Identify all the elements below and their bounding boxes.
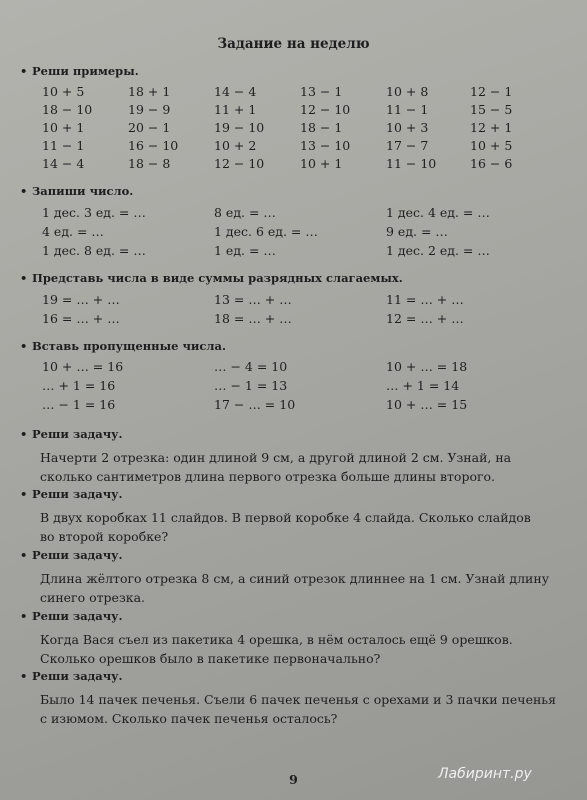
exercise-item: 1 дес. 6 ед. = … bbox=[214, 224, 318, 239]
task-line: Было 14 пачек печенья. Съели 6 пачек печенья с орехами и 3 пачки печенья bbox=[40, 692, 556, 707]
task-text bbox=[40, 690, 560, 728]
section-heading-examples: • Реши примеры. bbox=[20, 64, 139, 78]
exercise-item: 1 дес. 2 ед. = … bbox=[386, 243, 490, 258]
example-item: 17 − 7 bbox=[386, 138, 429, 153]
example-item: 11 − 1 bbox=[42, 138, 85, 153]
example-item: 12 + 1 bbox=[470, 120, 513, 135]
example-item: 10 + 5 bbox=[470, 138, 513, 153]
example-item: 20 − 1 bbox=[128, 120, 171, 135]
example-item: 10 + 2 bbox=[214, 138, 257, 153]
example-item: 10 + 1 bbox=[300, 156, 343, 171]
example-item: 10 + 5 bbox=[42, 84, 85, 99]
section-heading-write-number: • Запиши число. bbox=[20, 184, 134, 198]
example-item: 18 + 1 bbox=[128, 84, 171, 99]
page-number: 9 bbox=[289, 772, 298, 787]
task-line: синего отрезка. bbox=[40, 590, 146, 605]
example-item: 10 + 1 bbox=[42, 120, 85, 135]
example-item: 19 − 9 bbox=[128, 102, 171, 117]
example-item: 15 − 5 bbox=[470, 102, 513, 117]
exercise-item: … − 1 = 16 bbox=[42, 397, 116, 412]
exercise-item: 17 − … = 10 bbox=[214, 397, 296, 412]
task-line: во второй коробке? bbox=[40, 529, 169, 544]
example-item: 11 + 1 bbox=[214, 102, 257, 117]
example-item: 18 − 8 bbox=[128, 156, 171, 171]
example-item: 10 + 3 bbox=[386, 120, 429, 135]
task-line: Начерти 2 отрезка: один длиной 9 см, а другой длиной 2 см. Узнай, на bbox=[40, 450, 512, 465]
exercise-item: 10 + … = 18 bbox=[386, 359, 468, 374]
exercise-item: 1 дес. 4 ед. = … bbox=[386, 205, 490, 220]
example-item: 12 − 10 bbox=[300, 102, 351, 117]
exercise-item: 8 ед. = … bbox=[214, 205, 276, 220]
place-value-row bbox=[0, 311, 587, 329]
missing-numbers-row bbox=[0, 397, 587, 415]
task-line: с изюмом. Сколько пачек печенья осталось? bbox=[40, 711, 338, 726]
missing-numbers-row bbox=[0, 359, 587, 377]
exercise-item: 1 дес. 8 ед. = … bbox=[42, 243, 146, 258]
write-number-row bbox=[0, 224, 587, 242]
example-item: 13 − 10 bbox=[300, 138, 351, 153]
example-item: 14 − 4 bbox=[214, 84, 257, 99]
task-heading: • Реши задачу. bbox=[20, 427, 123, 441]
task-heading: • Реши задачу. bbox=[20, 669, 123, 683]
exercise-item: 19 = … + … bbox=[42, 292, 120, 307]
example-item: 12 − 1 bbox=[470, 84, 513, 99]
task-text bbox=[40, 448, 560, 486]
page-title: Задание на неделю bbox=[217, 36, 370, 52]
write-number-row bbox=[0, 205, 587, 223]
exercise-item: 18 = … + … bbox=[214, 311, 292, 326]
exercise-item: … + 1 = 16 bbox=[42, 378, 116, 393]
task-line: Длина жёлтого отрезка 8 см, а синий отрезок длиннее на 1 см. Узнай длину bbox=[40, 571, 550, 586]
exercise-item: 1 дес. 3 ед. = … bbox=[42, 205, 146, 220]
example-item: 12 − 10 bbox=[214, 156, 265, 171]
examples-row bbox=[0, 102, 587, 120]
task-heading: • Реши задачу. bbox=[20, 548, 123, 562]
example-item: 14 − 4 bbox=[42, 156, 85, 171]
example-item: 18 − 10 bbox=[42, 102, 93, 117]
examples-row bbox=[0, 84, 587, 102]
example-item: 19 − 10 bbox=[214, 120, 265, 135]
task-heading: • Реши задачу. bbox=[20, 487, 123, 501]
exercise-item: … + 1 = 14 bbox=[386, 378, 460, 393]
example-item: 18 − 1 bbox=[300, 120, 343, 135]
exercise-item: 12 = … + … bbox=[386, 311, 464, 326]
examples-row bbox=[0, 120, 587, 138]
example-item: 13 − 1 bbox=[300, 84, 343, 99]
task-text bbox=[40, 569, 560, 607]
exercise-item: 9 ед. = … bbox=[386, 224, 448, 239]
task-line: В двух коробках 11 слайдов. В первой коробке 4 слайда. Сколько слайдов bbox=[40, 510, 531, 525]
example-item: 10 + 8 bbox=[386, 84, 429, 99]
exercise-item: 10 + … = 15 bbox=[386, 397, 468, 412]
section-heading-place-value: • Представь числа в виде суммы разрядных слагаемых. bbox=[20, 271, 403, 285]
exercise-item: … − 1 = 13 bbox=[214, 378, 288, 393]
exercise-item: 10 + … = 16 bbox=[42, 359, 124, 374]
task-text bbox=[40, 630, 560, 668]
example-item: 11 − 1 bbox=[386, 102, 429, 117]
task-heading: • Реши задачу. bbox=[20, 609, 123, 623]
examples-row bbox=[0, 156, 587, 174]
exercise-item: 11 = … + … bbox=[386, 292, 464, 307]
examples-row bbox=[0, 138, 587, 156]
missing-numbers-row bbox=[0, 378, 587, 396]
exercise-item: 16 = … + … bbox=[42, 311, 120, 326]
example-item: 11 − 10 bbox=[386, 156, 437, 171]
task-text bbox=[40, 508, 560, 546]
write-number-row bbox=[0, 243, 587, 261]
watermark: Лабиринт.ру bbox=[438, 766, 532, 782]
section-heading-missing-numbers: • Вставь пропущенные числа. bbox=[20, 339, 226, 353]
task-line: Когда Вася съел из пакетика 4 орешка, в нём осталось ещё 9 орешков. bbox=[40, 632, 513, 647]
exercise-item: 4 ед. = … bbox=[42, 224, 104, 239]
exercise-item: … − 4 = 10 bbox=[214, 359, 288, 374]
task-line: Сколько орешков было в пакетике первоначально? bbox=[40, 651, 381, 666]
example-item: 16 − 10 bbox=[128, 138, 179, 153]
place-value-row bbox=[0, 292, 587, 310]
task-line: сколько сантиметров длина первого отрезка больше длины второго. bbox=[40, 469, 496, 484]
exercise-item: 13 = … + … bbox=[214, 292, 292, 307]
exercise-item: 1 ед. = … bbox=[214, 243, 276, 258]
example-item: 16 − 6 bbox=[470, 156, 513, 171]
